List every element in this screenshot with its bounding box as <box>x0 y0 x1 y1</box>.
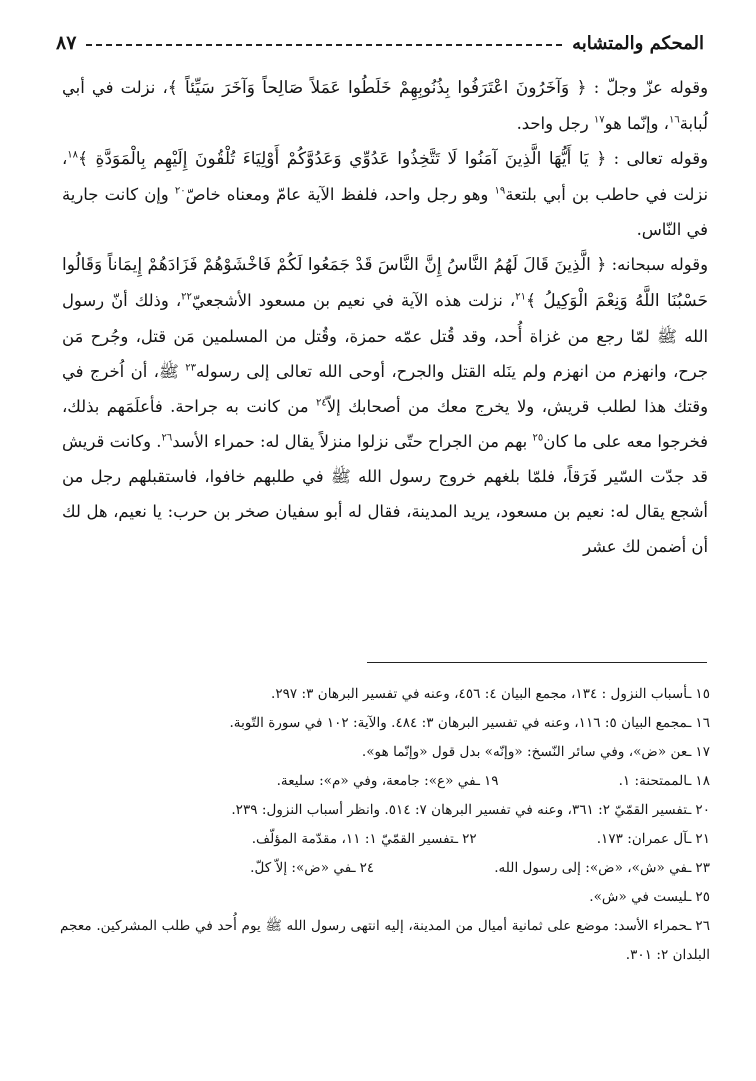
footnote-row <box>60 767 710 796</box>
footnote-23: ٢٣ـفي «ش»، «ض»: إلى رسول الله. <box>494 860 710 876</box>
main-text <box>62 70 708 564</box>
footnote-ref: ٢٤ <box>316 397 327 409</box>
footnotes <box>60 680 710 970</box>
footnote-ref: ٢١ <box>515 291 526 303</box>
footnote-26: ٢٦ـحمراء الأسد: موضع على ثمانية أميال من المدينة، إليه انتهى رسول الله ﷺ يوم أُحد في طلب المشركين. معجم البلدان ٢: ٣٠١. <box>60 918 710 963</box>
quran-verse: ﴿ يَا أَيُّهَا الَّذِينَ آمَنُوا لَا تَتَّخِذُوا عَدُوِّي وَعَدُوَّكُمْ أَوْلِيَاءَ تُلْقُونَ إِلَيْهِم بِالْمَوَدَّةِ ﴾ <box>78 149 607 169</box>
paragraph-3: وقوله سبحانه: ﴿ الَّذِينَ قَالَ لَهُمُ النَّاسُ إِنَّ النَّاسَ قَدْ جَمَعُوا لَكُمْ فَاخْشَوْهُمْ فَزَادَهُمْ إِيمَاناً وَقَالُوا حَسْبُنَا اللَّهُ وَنِعْمَ الْوَكِيلُ ﴾$^{٢١}$، نزلت هذه الآية في نعيم بن مسعود الأشجعيّ$^{٢٢}$، وذلك أنّ رسول الله ﷺ لمّا رجع من غزاة أُحد، وقد قُتل عمّه حمزة، وقُتل من المسلمين مَن قتل، وجُرح مَن جرح، وانهزم من انهزم ولم ينَله القتل والجرح، أوحى الله تعالى إلى رسوله$^{٢٣}$ ﷺ، أن اُخرج في وقتك هذا لطلب قريش، ولا يخرج معك من أصحابك إلاّ$^{٢٤}$ من كانت به جراحة. فأعلَمَهم بذلك، فخرجوا معه على ما كان$^{٢٥}$ بهم من الجراح حتّى نزلوا منزلاً يقال له: حمراء الأسد$^{٢٦}$. وكانت قريش قد جدّت السّير فَرَقاً، فلمّا بلغهم خروج رسول الله ﷺ في طلبهم خافوا، فاستقبلهم رجل من أشجع يقال له: نعيم بن مسعود، يريد المدينة، فقال له أبو سفيان صخر بن حرب: يا نعيم، هل لك أن أضمن لك عشر <box>62 255 709 556</box>
footnote-24: ٢٤ـفي «ض»: إلاّ كلّ. <box>250 860 375 876</box>
footnote-19: ١٩ـفي «ع»: جامعة، وفي «م»: سليعة. <box>276 773 499 789</box>
quran-verse: ﴿ وَآخَرُونَ اعْتَرَفُوا بِذُنُوبِهِمْ خَلَطُوا عَمَلاً صَالِحاً وَآخَرَ سَيِّئاً ﴾ <box>167 78 587 98</box>
footnote-16: ١٦ـمجمع البيان ٥: ١١٦، وعنه في تفسير البرهان ٣: ٤٨٤. والآية: ١٠٢ في سورة التّوبة. <box>229 715 710 731</box>
footnote-15: ١٥ـأسباب النزول : ١٣٤، مجمع البيان ٤: ٤٥٦، وعنه في تفسير البرهان ٣: ٢٩٧. <box>271 686 710 702</box>
footnote-ref: ٢٣ <box>185 362 196 374</box>
paragraph-1: وقوله عزّ وجلّ : ﴿ وَآخَرُونَ اعْتَرَفُوا بِذُنُوبِهِمْ خَلَطُوا عَمَلاً صَالِحاً وَآخَرَ سَيِّئاً ﴾، نزلت في أبي لُبابة$^{١٦}$، وإنّما هو$^{١٧}$ رجل واحد. <box>62 78 708 133</box>
page-number: ٨٧ <box>56 32 77 54</box>
paragraph-2: وقوله تعالى : ﴿ يَا أَيُّهَا الَّذِينَ آمَنُوا لَا تَتَّخِذُوا عَدُوِّي وَعَدُوَّكُمْ أَوْلِيَاءَ تُلْقُونَ إِلَيْهِم بِالْمَوَدَّةِ ﴾$^{١٨}$، نزلت في حاطب بن أبي بلتعة$^{١٩}$ وهو رجل واحد، فلفظ الآية عامّ ومعناه خاصّ$^{٢٠}$ وإن كانت جارية في النّاس. <box>62 149 709 239</box>
footnote-ref: ١٩ <box>494 185 506 197</box>
footnote-row <box>60 854 710 883</box>
footnote-ref: ٢٥ <box>532 432 544 444</box>
footnote-ref: ١٧ <box>593 114 605 126</box>
footnote-row <box>60 825 710 854</box>
book-title: المحكم والمتشابه <box>572 32 704 54</box>
footnote-separator <box>367 662 707 663</box>
footnote-ref: ٢٢ <box>181 291 192 303</box>
running-header <box>56 30 704 56</box>
footnote-ref: ٢٦ <box>161 432 173 444</box>
footnote-22: ٢٢ـتفسير القمّيّ ١: ١١، مقدّمة المؤلّف. <box>251 831 477 847</box>
footnote-ref: ١٦ <box>668 114 680 126</box>
footnote-18: ١٨ـالممتحنة: ١. <box>618 773 710 789</box>
header-rule <box>86 44 562 46</box>
footnote-21: ٢١ـآل عمران: ١٧٣. <box>596 831 710 847</box>
footnote-ref: ٢٠ <box>174 185 186 197</box>
footnote-25: ٢٥ـليست في «ش». <box>589 889 710 905</box>
quran-verse: ﴿ الَّذِينَ قَالَ لَهُمُ النَّاسُ إِنَّ النَّاسَ قَدْ جَمَعُوا لَكُمْ فَاخْشَوْهُمْ فَزَادَهُمْ إِيمَاناً وَقَالُوا حَسْبُنَا اللَّهُ وَنِعْمَ الْوَكِيلُ ﴾ <box>62 255 708 311</box>
footnote-20: ٢٠ـتفسير القمّيّ ٢: ٣٦١، وعنه في تفسير البرهان ٧: ٥١٤. وانظر أسباب النزول: ٢٣٩. <box>231 802 710 818</box>
footnote-ref: ١٨ <box>67 149 79 161</box>
footnote-17: ١٧ـعن «ض»، وفي سائر النّسخ: «وإنّه» بدل قول «وإنّما هو». <box>361 744 710 760</box>
